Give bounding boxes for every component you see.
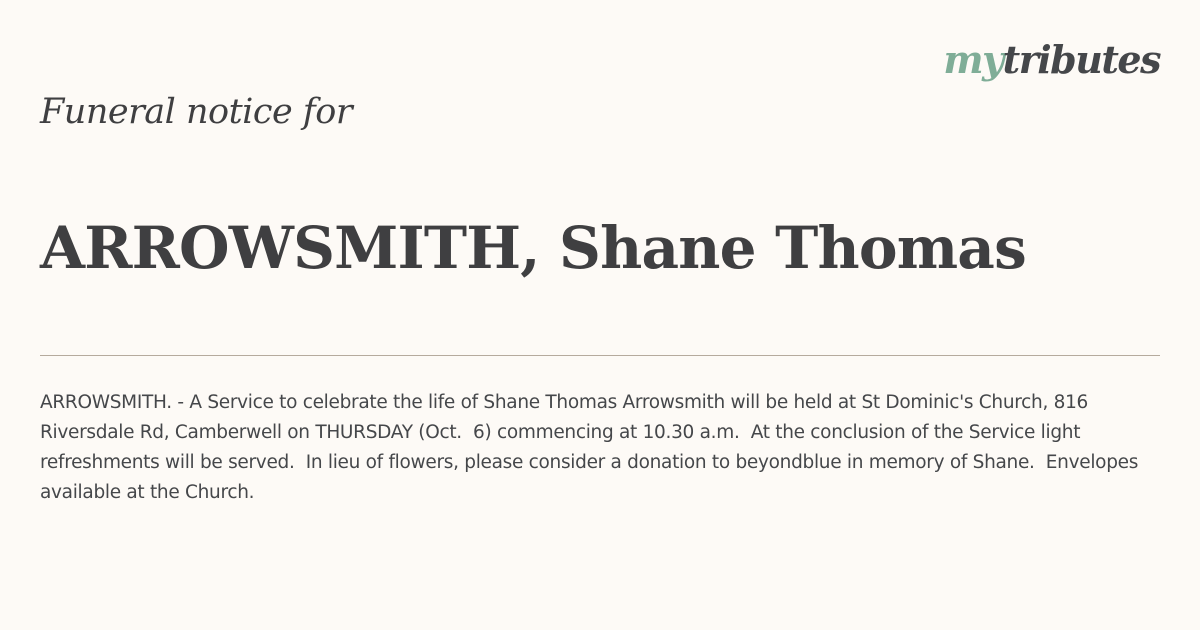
mytributes-logo[interactable] bbox=[943, 36, 1160, 84]
notice-heading: Funeral notice for bbox=[40, 92, 353, 132]
notice-body: ARROWSMITH. - A Service to celebrate the life of Shane Thomas Arrowsmith will be held at St Dominic's Church, 816 Riversdale Rd, Camberwell on THURSDAY (Oct. 6) commencing at 10.30 a.m. At the conclusion of the Service light refreshments will be served. In lieu of flowers, please consider a donation to beyondblue in memory of Shane. Envelopes available at the Church. bbox=[40, 392, 1144, 503]
logo-my-text: my bbox=[943, 37, 1003, 82]
logo-tributes-text: tributes bbox=[1002, 37, 1160, 82]
divider bbox=[40, 355, 1160, 356]
deceased-name: ARROWSMITH, Shane Thomas bbox=[40, 214, 1026, 282]
